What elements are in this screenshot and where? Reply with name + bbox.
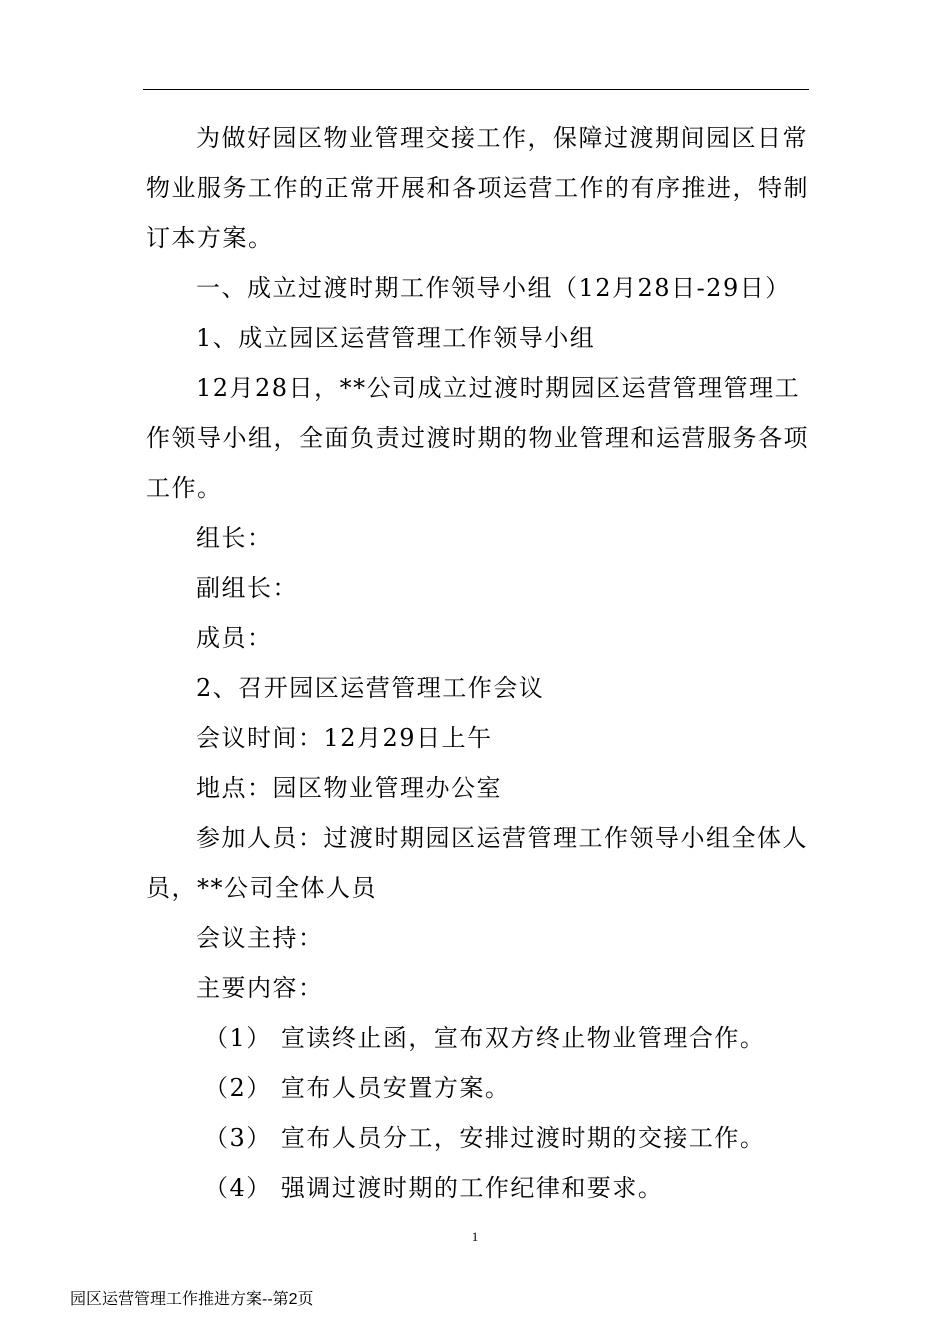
list-item: （4） 强调过渡时期的工作纪律和要求。 xyxy=(204,1174,664,1202)
members-line: 成员： xyxy=(196,624,273,652)
deputy-leader-line: 副组长： xyxy=(196,574,298,602)
participants-paragraph: 参加人员：过渡时期园区运营管理工作领导小组全体人员，**公司全体人员 xyxy=(146,824,808,902)
list-item: （2） 宣布人员安置方案。 xyxy=(204,1074,511,1102)
paragraph: 12月28日，**公司成立过渡时期园区运营管理管理工作领导小组，全面负责过渡时期的物业管理和运营服务各项工作。 xyxy=(146,374,809,502)
subsection-heading: 1、成立园区运营管理工作领导小组 xyxy=(196,324,596,352)
main-content-line: 主要内容： xyxy=(196,974,324,1002)
footer-title: 园区运营管理工作推进方案--第2页 xyxy=(70,1291,314,1308)
meeting-time-line: 会议时间：12月29日上午 xyxy=(196,724,493,752)
list-item: （3） 宣布人员分工，安排过渡时期的交接工作。 xyxy=(204,1124,766,1152)
section-heading: 一、成立过渡时期工作领导小组（12月28日-29日） xyxy=(196,274,791,302)
intro-paragraph: 为做好园区物业管理交接工作，保障过渡期间园区日常物业服务工作的正常开展和各项运营工作的有序推进，特制订本方案。 xyxy=(146,124,809,252)
header-rule xyxy=(143,89,809,90)
document-body xyxy=(146,113,812,1213)
subsection-heading: 2、召开园区运营管理工作会议 xyxy=(196,674,545,702)
meeting-location-line: 地点：园区物业管理办公室 xyxy=(196,774,502,802)
meeting-host-line: 会议主持： xyxy=(196,924,324,952)
page-number: 1 xyxy=(471,1229,479,1244)
list-item: （1） 宣读终止函，宣布双方终止物业管理合作。 xyxy=(204,1024,766,1052)
group-leader-line: 组长： xyxy=(196,524,273,552)
